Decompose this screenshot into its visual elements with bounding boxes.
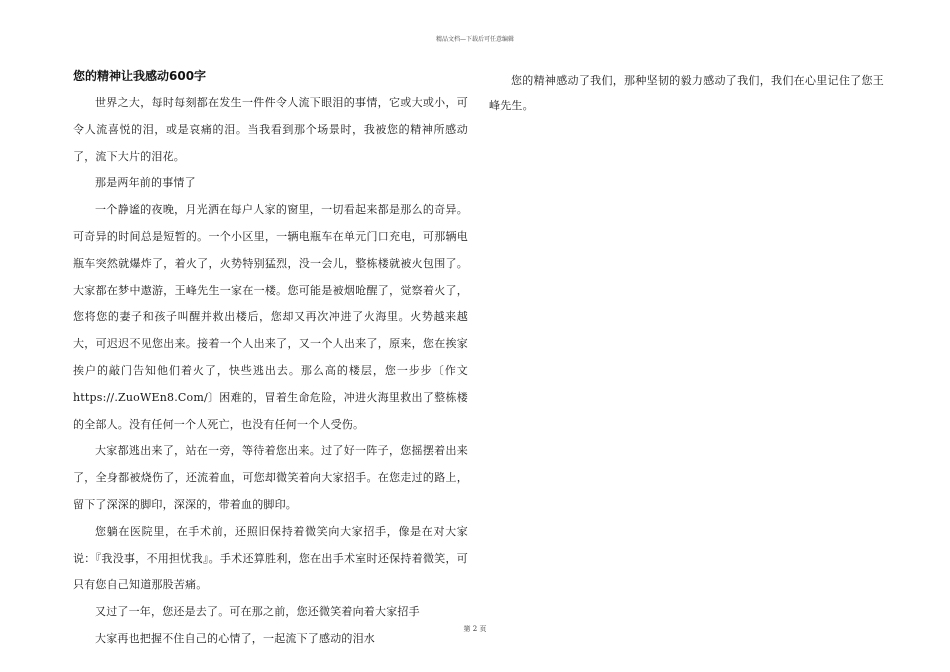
paragraph: 世界之大，每时每刻都在发生一件件令人流下眼泪的事情，它或大或小，可令人流喜悦的泪，或是哀痛的泪。当我看到那个场景时，我被您的精神所感动了，流下大片的泪花。 [73, 96, 468, 163]
left-column [73, 68, 468, 653]
paragraph: 您的精神感动了我们，那种坚韧的毅力感动了我们，我们在心里记住了您王峰先生。 [489, 74, 884, 112]
paragraph: 您躺在医院里，在手术前，还照旧保持着微笑向大家招手，像是在对大家说：『我没事，不用担忧我』。手术还算胜利，您在出手术室时还保持着微笑，可只有您自己知道那股苦痛。 [73, 524, 468, 592]
paragraph: 那是两年前的事情了 [95, 176, 196, 190]
article-title: 您的精神让我感动600字 [73, 69, 207, 83]
paragraph: 大家都逃出来了，站在一旁，等待着您出来。过了好一阵子，您摇摆着出来了，全身都被烧伤了，还流着血，可您却微笑着向大家招手。在您走过的路上，留下了深深的脚印，深深的，带着血的脚印。 [73, 444, 468, 511]
paragraph: 又过了一年，您还是去了。可在那之前，您还微笑着向着大家招手 [95, 605, 420, 619]
right-column [489, 68, 884, 118]
paragraph: 一个静谧的夜晚，月光洒在每户人家的窗里，一切看起来都是那么的奇异。可奇异的时间总是短暂的。一个小区里，一辆电瓶车在单元门口充电，可那辆电瓶车突然就爆炸了，着火了，火势特别猛烈，没一会儿，整栋楼就被火包围了。大家都在梦中遨游，王峰先生一家在一楼。您可能是被烟呛醒了，觉察着火了，您将您的妻子和孩子叫醒并救出楼后，您却又再次冲进了火海里。火势越来越大，可迟迟不见您出来。接着一个人出来了，又一个人出来了，原来，您在挨家挨户的敲门告知他们着火了，快些逃出去。那么高的楼层，您一步步〔作文https://.ZuoWEn8.Com/〕困难的，冒着生命危险，冲进火海里救出了整栋楼的全部人。没有任何一个人死亡，也没有任何一个人受伤。 [73, 203, 468, 431]
page-header: 精品文档—下载后可任意编辑 [435, 36, 514, 43]
page-number: 第 2 页 [463, 625, 487, 633]
paragraph: 大家再也把握不住自己的心情了，一起流下了感动的泪水 [95, 631, 375, 645]
